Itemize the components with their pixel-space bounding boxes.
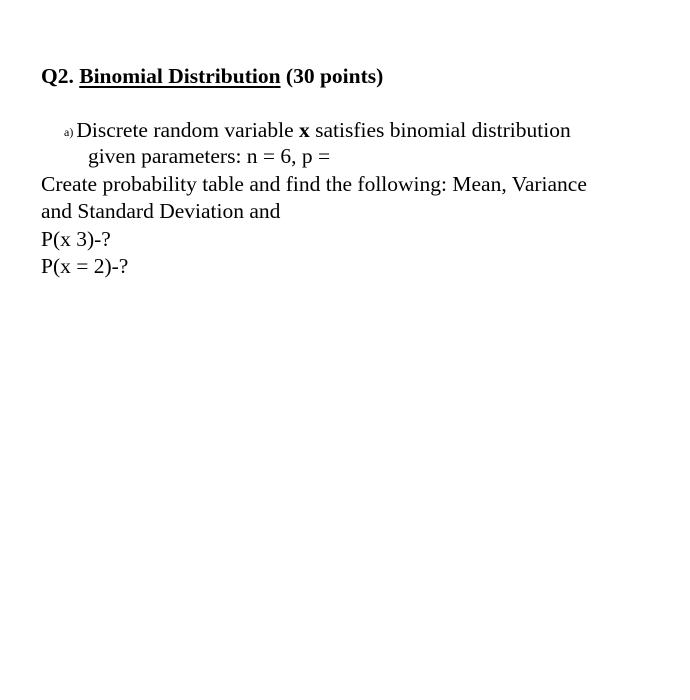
question-heading [41,63,383,89]
probability-query-1: P(x 3)-? [41,227,111,251]
part-a-text-after: satisfies binomial distribution [315,118,571,142]
question-points: (30 points) [285,64,384,88]
part-a-line-2: given parameters: n = 6, p = [88,144,331,168]
part-a-text-before: Discrete random variable [76,118,294,142]
question-number: Q2. [41,64,74,88]
instruction-line-1: Create probability table and find the following: Mean, Variance [41,172,587,196]
probability-query-2: P(x = 2)-? [41,254,129,278]
part-a-line-1 [64,117,571,145]
question-title: Binomial Distribution [79,64,281,88]
variable-x: x [299,118,310,142]
instruction-line-2: and Standard Deviation and [41,199,281,223]
part-a-marker: a) [64,125,74,139]
